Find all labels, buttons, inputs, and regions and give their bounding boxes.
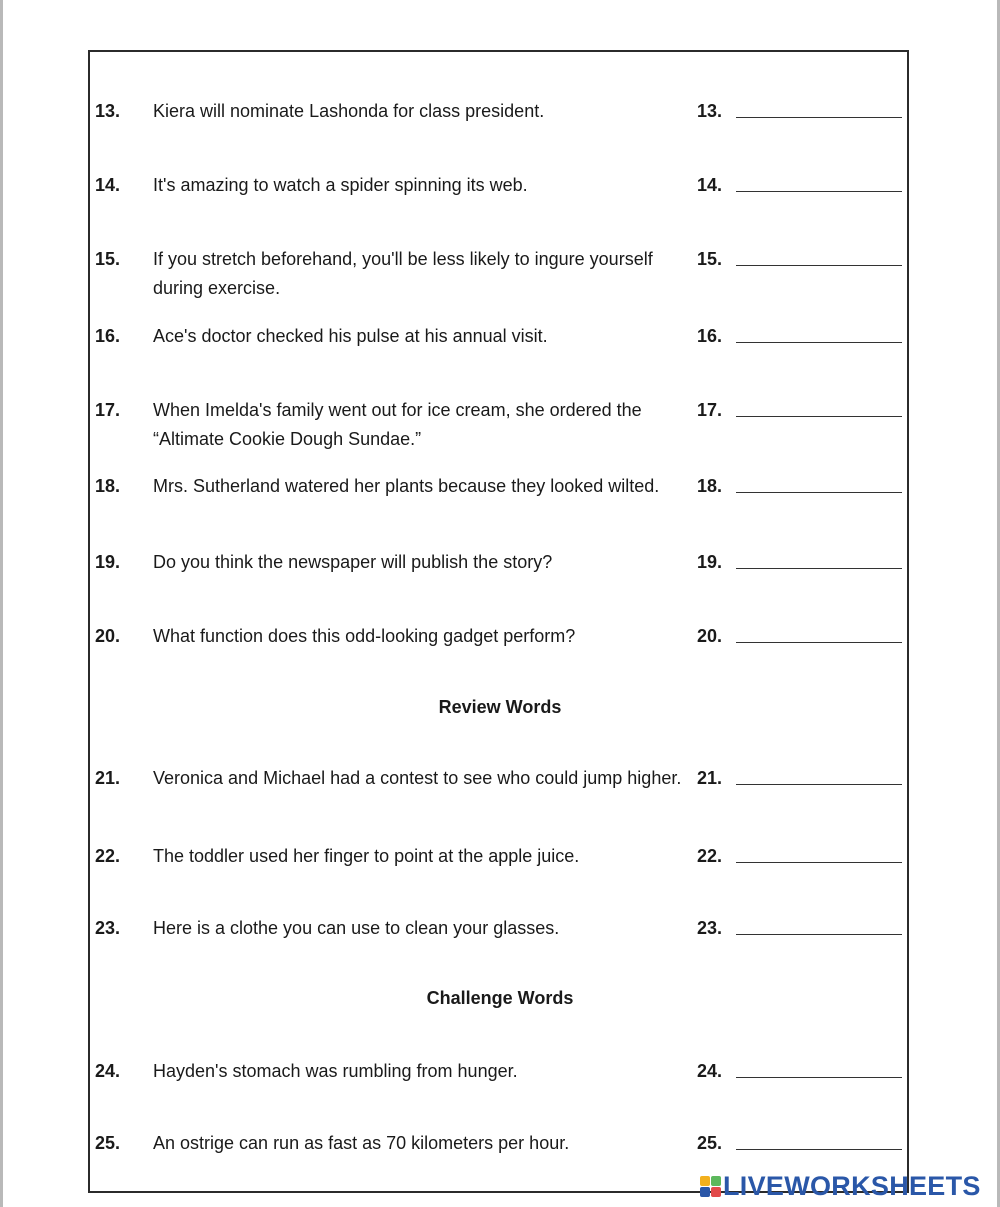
question-number: 23. [95, 918, 121, 938]
answer-number: 19. [697, 552, 723, 572]
question-number: 17. [95, 400, 121, 420]
answer-blank[interactable] [736, 784, 902, 785]
answer-number: 23. [697, 918, 723, 938]
question-text: Veronica and Michael had a contest to see who could jump higher. [153, 768, 682, 788]
question-text: If you stretch beforehand, you'll be less likely to ingure yourself during exercise. [153, 249, 653, 298]
answer-blank[interactable] [736, 568, 902, 569]
answer-number: 14. [697, 175, 723, 195]
question-number: 22. [95, 846, 121, 866]
answer-number: 24. [697, 1061, 723, 1081]
answer-blank[interactable] [736, 934, 902, 935]
answer-blank[interactable] [736, 191, 902, 192]
answer-blank[interactable] [736, 117, 902, 118]
answer-blank[interactable] [736, 492, 902, 493]
question-number: 14. [95, 175, 121, 195]
answer-number: 16. [697, 326, 723, 346]
question-number: 19. [95, 552, 121, 572]
question-text: Hayden's stomach was rumbling from hunger. [153, 1061, 518, 1081]
answer-blank[interactable] [736, 862, 902, 863]
logo-square [711, 1176, 721, 1186]
question-text: Do you think the newspaper will publish the story? [153, 552, 553, 572]
question-text: An ostrige can run as fast as 70 kilometers per hour. [153, 1133, 570, 1153]
answer-blank[interactable] [736, 642, 902, 643]
answer-number: 17. [697, 400, 723, 420]
question-number: 21. [95, 768, 121, 788]
logo-mark-icon [700, 1176, 721, 1197]
question-number: 15. [95, 249, 121, 269]
section-title-review: Review Words [438, 697, 562, 717]
section-title-challenge: Challenge Words [426, 988, 574, 1008]
question-text: It's amazing to watch a spider spinning its web. [153, 175, 528, 195]
page-edge [0, 0, 3, 1207]
question-number: 13. [95, 101, 121, 121]
question-text: Mrs. Sutherland watered her plants because they looked wilted. [153, 476, 660, 496]
logo-text: LIVEWORKSHEETS [723, 1170, 981, 1201]
question-text: When Imelda's family went out for ice cream, she ordered the “Altimate Cookie Dough Sundae.” [153, 400, 642, 449]
question-text: The toddler used her finger to point at the apple juice. [153, 846, 580, 866]
answer-blank[interactable] [736, 1077, 902, 1078]
answer-number: 22. [697, 846, 723, 866]
answer-number: 13. [697, 101, 723, 121]
question-number: 16. [95, 326, 121, 346]
logo-square [700, 1187, 710, 1197]
answer-blank[interactable] [736, 342, 902, 343]
question-text: Kiera will nominate Lashonda for class president. [153, 101, 545, 121]
answer-blank[interactable] [736, 265, 902, 266]
answer-number: 18. [697, 476, 723, 496]
answer-blank[interactable] [736, 416, 902, 417]
question-text: What function does this odd-looking gadget perform? [153, 626, 576, 646]
answer-blank[interactable] [736, 1149, 902, 1150]
answer-number: 25. [697, 1133, 723, 1153]
answer-number: 20. [697, 626, 723, 646]
answer-number: 15. [697, 249, 723, 269]
answer-number: 21. [697, 768, 723, 788]
logo-square [711, 1187, 721, 1197]
question-number: 24. [95, 1061, 121, 1081]
question-number: 25. [95, 1133, 121, 1153]
logo-square [700, 1176, 710, 1186]
question-text: Here is a clothe you can use to clean your glasses. [153, 918, 560, 938]
question-number: 18. [95, 476, 121, 496]
question-text: Ace's doctor checked his pulse at his annual visit. [153, 326, 548, 346]
liveworksheets-logo [700, 1171, 981, 1201]
question-number: 20. [95, 626, 121, 646]
